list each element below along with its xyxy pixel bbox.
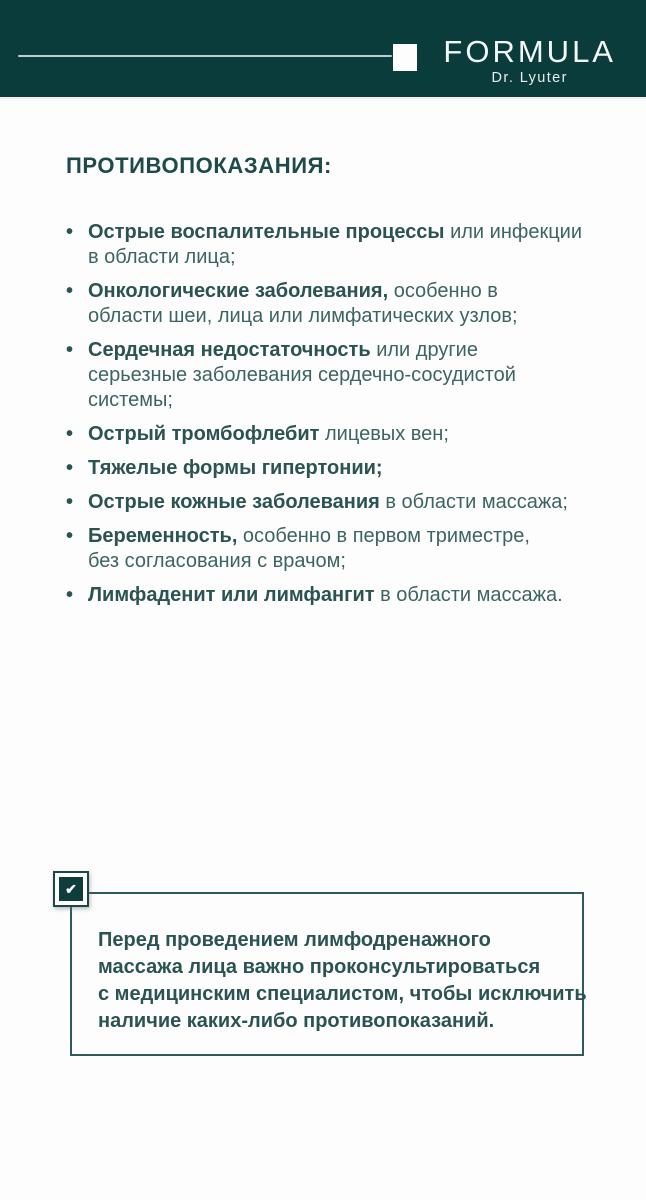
header-rule — [18, 55, 392, 57]
list-item-text: Лимфаденит или лимфангит в области массажа. — [88, 584, 563, 606]
checkmark-icon: ✔ — [65, 881, 77, 897]
checkbox-icon — [53, 871, 89, 907]
list-item-text: Беременность, особенно в первом триместре, без согласования с врачом; — [88, 524, 586, 574]
list-item-wrap-line: в области лица; — [88, 246, 236, 268]
list-item-text: Острые кожные заболевания в области массажа; — [88, 491, 568, 513]
list-item — [66, 422, 586, 447]
note-line: наличие каких-либо противопоказаний. — [98, 1010, 495, 1032]
contraindications-section — [66, 97, 586, 617]
note-line: с медицинским специалистом, чтобы исключить — [98, 983, 587, 1005]
list-item-wrap-line: системы; — [88, 389, 173, 411]
page-title: ПРОТИВОПОКАЗАНИЯ: — [66, 153, 332, 178]
list-item-text: Сердечная недостаточность или другие серьезные заболевания сердечно-сосудистой системы; — [88, 338, 586, 413]
bullet-dot: • — [66, 280, 74, 302]
list-item — [66, 456, 586, 481]
list-item — [66, 583, 586, 608]
bullet-dot: • — [66, 491, 74, 513]
list-item-wrap-line: без согласования с врачом; — [88, 550, 346, 572]
note-text — [72, 894, 587, 1035]
checkbox-fill — [59, 877, 83, 901]
bullet-dot: • — [66, 221, 74, 243]
note-line: Перед проведением лимфодренажного — [98, 929, 491, 951]
brand-name: FORMULA — [443, 34, 616, 69]
bullet-dot: • — [66, 423, 74, 445]
list-item-wrap-line: области шеи, лица или лимфатических узлов; — [88, 305, 518, 327]
bullet-dot: • — [66, 584, 74, 606]
list-item — [66, 279, 586, 329]
list-item-text: Острый тромбофлебит лицевых вен; — [88, 423, 449, 445]
brand-subname: Dr. Lyuter — [491, 70, 568, 86]
bullet-dot: • — [66, 339, 74, 361]
list-item-text: Острые воспалительные процессы или инфекции в области лица; — [88, 220, 586, 270]
note-line: массажа лица важно проконсультироваться — [98, 956, 541, 978]
bullet-dot: • — [66, 457, 74, 479]
contraindications-list — [66, 220, 586, 608]
list-item — [66, 338, 586, 413]
list-item-text: Тяжелые формы гипертонии; — [88, 457, 383, 479]
list-item-wrap-line: серьезные заболевания сердечно-сосудистой — [88, 364, 516, 386]
list-item — [66, 524, 586, 574]
consultation-note-box — [70, 892, 587, 1056]
list-item-text: Онкологические заболевания, особенно в области шеи, лица или лимфатических узлов; — [88, 279, 586, 329]
brand-logo — [443, 35, 616, 86]
list-item — [66, 220, 586, 270]
brand-square-mark — [393, 44, 417, 71]
brand-header — [0, 0, 646, 99]
list-item — [66, 490, 586, 515]
bullet-dot: • — [66, 525, 74, 547]
